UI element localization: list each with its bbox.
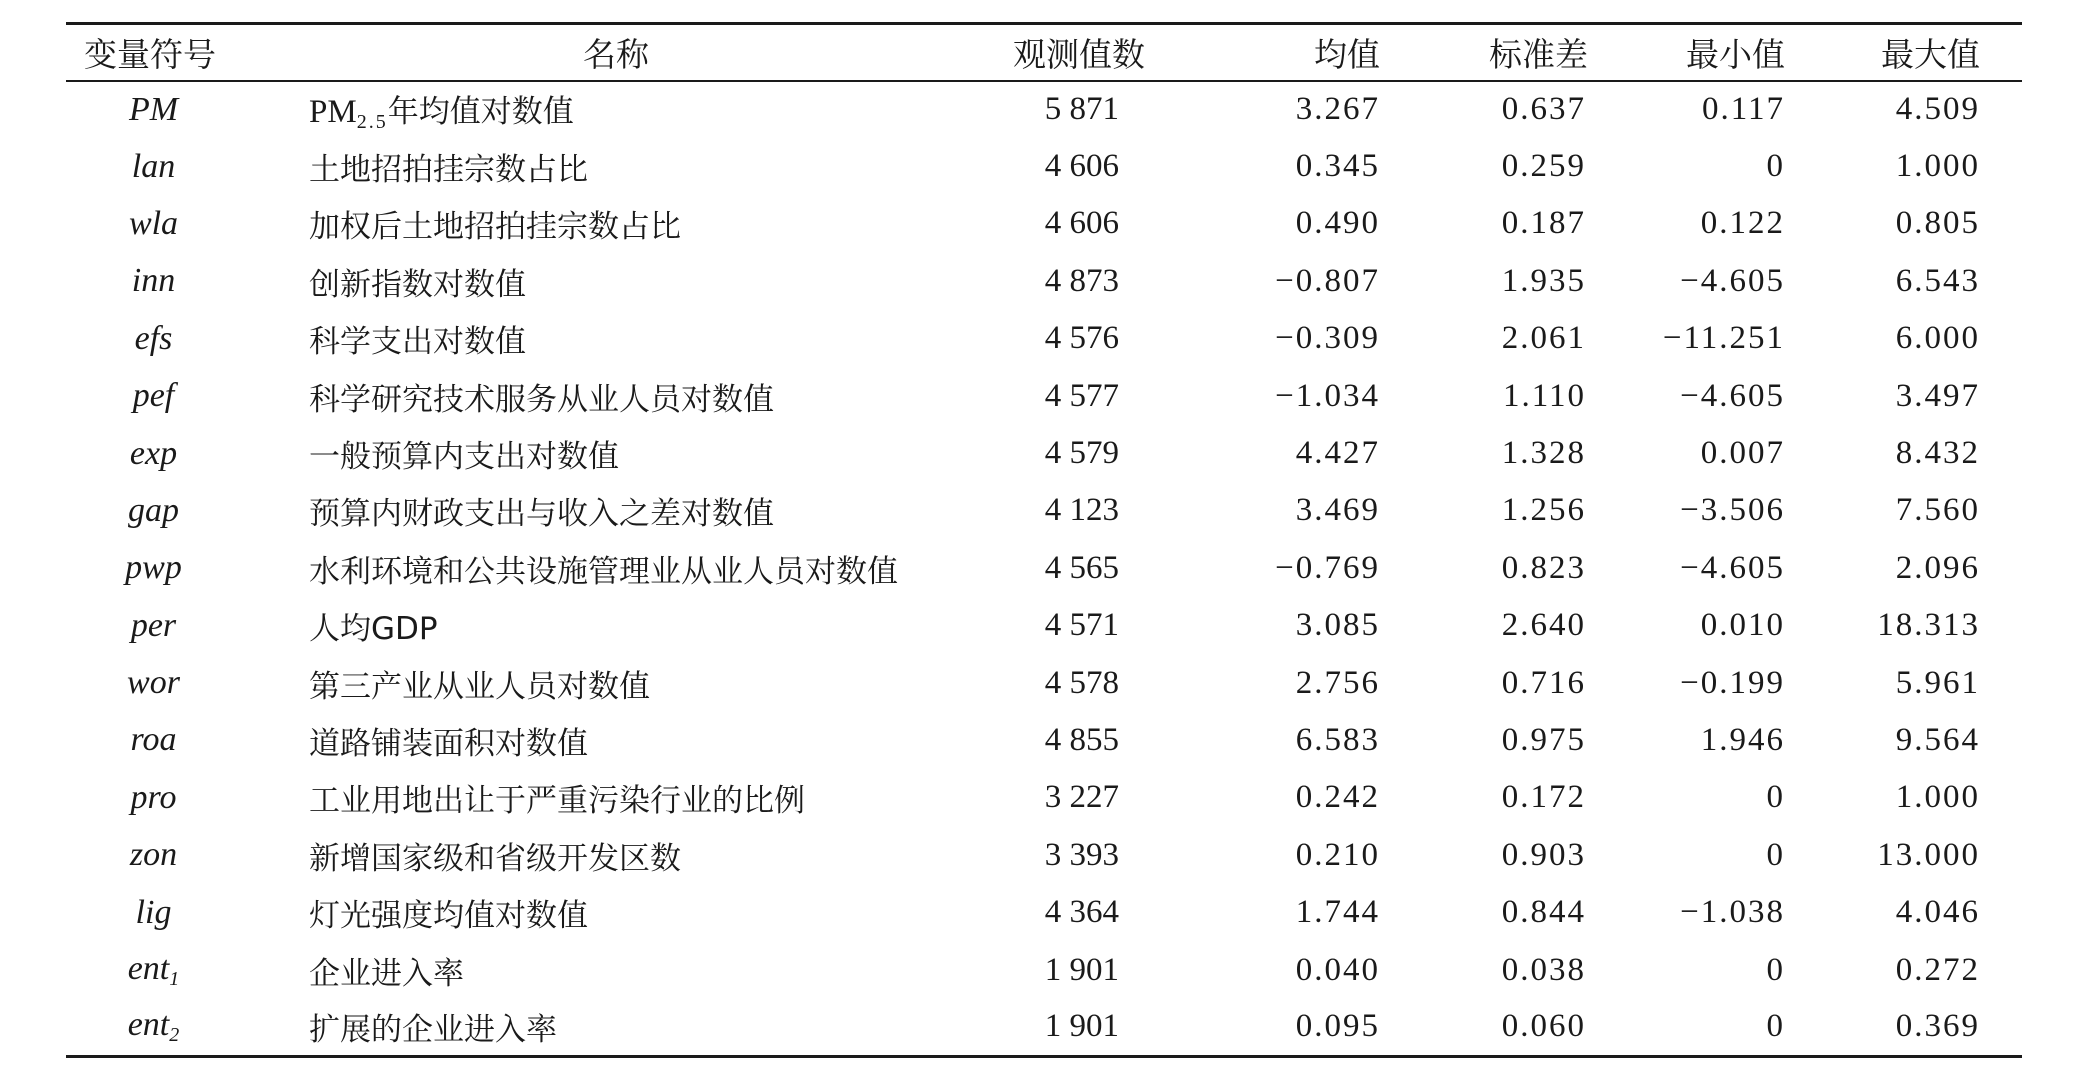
max-value: 9.564 — [1895, 721, 1980, 758]
variable-name — [241, 253, 991, 310]
variable-name-text: 新增国家级和省级开发区数 — [309, 840, 681, 877]
mean-value: 0.040 — [1295, 951, 1380, 988]
variable-name-text: 扩展的企业进入率 — [309, 1012, 557, 1049]
observation-count: 4 571 — [1044, 607, 1119, 644]
table-row — [66, 999, 2022, 1056]
mean-value: 0.242 — [1295, 779, 1380, 816]
variable-symbol-subscript: 2 — [169, 1024, 180, 1047]
max-value: 6.543 — [1895, 262, 1980, 299]
min-value: −4.605 — [1680, 549, 1785, 586]
table-row — [66, 482, 2022, 539]
min-value: −4.605 — [1680, 377, 1785, 414]
mean-value: 0.095 — [1203, 999, 1418, 1056]
variable-name — [241, 482, 991, 539]
observation-count: 1 901 — [991, 999, 1203, 1056]
observation-count: 4 123 — [1044, 492, 1119, 529]
observation-count: 1 901 — [1044, 951, 1119, 988]
variable-symbol — [66, 769, 241, 826]
statistics-table-container — [66, 22, 2022, 1058]
mean-value: 3.085 — [1295, 607, 1380, 644]
min-value: 0 — [1766, 779, 1785, 816]
variable-name — [241, 941, 991, 998]
variable-name — [241, 540, 991, 597]
table-row — [66, 195, 2022, 252]
variable-symbol-text: lan — [131, 147, 176, 185]
header-symbol: 变量符号 — [66, 24, 241, 81]
mean-value: 0.490 — [1295, 205, 1380, 242]
header-observations: 观测值数 — [991, 24, 1203, 81]
mean-value: 1.744 — [1295, 894, 1380, 931]
table-row — [66, 769, 2022, 826]
min-value: 0 — [1766, 836, 1785, 873]
variable-name — [241, 597, 991, 654]
max-value: 5.961 — [1895, 664, 1980, 701]
variable-symbol — [66, 138, 241, 195]
mean-value: 4.427 — [1295, 435, 1380, 472]
min-value: 0 — [1766, 951, 1785, 988]
variable-name — [241, 712, 991, 769]
variable-symbol — [66, 367, 241, 424]
max-value: 4.046 — [1895, 894, 1980, 931]
variable-name-text: 灯光强度均值对数值 — [309, 898, 588, 935]
variable-symbol-text: pwp — [125, 549, 182, 587]
variable-symbol-text: gap — [128, 491, 179, 529]
min-value: 0.117 — [1701, 91, 1785, 128]
max-value: 0.805 — [1895, 205, 1980, 242]
std-value: 0.172 — [1501, 779, 1586, 816]
std-value: 0.060 — [1418, 999, 1624, 1056]
variable-symbol-text: ent — [127, 1006, 170, 1044]
variable-name-text: 加权后土地招拍挂宗数占比 — [309, 209, 681, 246]
variable-name-text: 第三产业从业人员对数值 — [309, 668, 650, 705]
max-value: 0.272 — [1895, 951, 1980, 988]
descriptive-statistics-table — [66, 22, 2022, 1058]
table-row — [66, 712, 2022, 769]
observation-count: 4 565 — [1044, 549, 1119, 586]
std-value: 0.903 — [1501, 836, 1586, 873]
variable-symbol — [66, 482, 241, 539]
std-value: 0.975 — [1501, 721, 1586, 758]
mean-value: 0.345 — [1295, 148, 1380, 185]
variable-symbol-text: pro — [130, 778, 177, 816]
mean-value: −0.769 — [1275, 549, 1380, 586]
variable-name-text: 科学研究技术服务从业人员对数值 — [309, 381, 774, 418]
variable-name-text: 工业用地出让于严重污染行业的比例 — [309, 783, 805, 820]
max-value: 18.313 — [1877, 607, 1980, 644]
variable-symbol-subscript: 1 — [169, 967, 180, 990]
variable-name-subscript: 2.5 — [356, 110, 388, 133]
table-row — [66, 425, 2022, 482]
variable-name — [241, 310, 991, 367]
observation-count: 4 606 — [1044, 205, 1119, 242]
header-max: 最大值 — [1819, 24, 2022, 81]
std-value: 2.061 — [1501, 320, 1586, 357]
header-mean: 均值 — [1203, 24, 1418, 81]
header-std: 标准差 — [1418, 24, 1624, 81]
observation-count: 4 873 — [1044, 262, 1119, 299]
std-value: 2.640 — [1501, 607, 1586, 644]
table-row — [66, 253, 2022, 310]
min-value: −3.506 — [1680, 492, 1785, 529]
table-row — [66, 597, 2022, 654]
variable-name-text: 预算内财政支出与收入之差对数值 — [309, 496, 774, 533]
variable-symbol — [66, 827, 241, 884]
min-value: 0.122 — [1700, 205, 1785, 242]
max-value: 1.000 — [1895, 148, 1980, 185]
mean-value: 3.267 — [1295, 91, 1380, 128]
observation-count: 4 578 — [1044, 664, 1119, 701]
variable-symbol — [66, 310, 241, 367]
variable-symbol — [66, 712, 241, 769]
variable-name — [241, 195, 991, 252]
variable-symbol — [66, 425, 241, 482]
variable-symbol — [66, 253, 241, 310]
min-value: 0.007 — [1700, 435, 1785, 472]
variable-name-text: 道路铺装面积对数值 — [309, 725, 588, 762]
variable-symbol-text: inn — [131, 262, 176, 300]
max-value: 8.432 — [1895, 435, 1980, 472]
mean-value: 3.469 — [1295, 492, 1380, 529]
mean-value: 6.583 — [1295, 721, 1380, 758]
table-row — [66, 367, 2022, 424]
table-row — [66, 827, 2022, 884]
min-value: 0 — [1624, 999, 1819, 1056]
table-row — [66, 81, 2022, 138]
min-value: 0 — [1766, 148, 1785, 185]
variable-symbol-text: exp — [129, 434, 178, 472]
variable-symbol-text: per — [130, 606, 177, 644]
std-value: 0.844 — [1501, 894, 1586, 931]
observation-count: 4 576 — [1044, 320, 1119, 357]
observation-count: 3 227 — [1044, 779, 1119, 816]
table-body — [66, 81, 2022, 1057]
variable-symbol — [66, 540, 241, 597]
variable-symbol — [66, 195, 241, 252]
variable-name-text: 一般预算内支出对数值 — [309, 439, 619, 476]
max-value: 4.509 — [1895, 91, 1980, 128]
std-value: 1.256 — [1501, 492, 1586, 529]
variable-symbol-text: wor — [127, 664, 180, 702]
observation-count: 4 364 — [1044, 894, 1119, 931]
variable-name-text: PM — [309, 93, 357, 130]
variable-symbol — [66, 597, 241, 654]
std-value: 1.935 — [1501, 262, 1586, 299]
std-value: 0.187 — [1501, 205, 1586, 242]
variable-symbol — [66, 81, 241, 138]
max-value: 7.560 — [1895, 492, 1980, 529]
variable-symbol-text: PM — [128, 90, 179, 128]
max-value: 0.369 — [1819, 999, 2022, 1056]
variable-name-text: 土地招拍挂宗数占比 — [309, 152, 588, 189]
std-value: 0.823 — [1501, 549, 1586, 586]
max-value: 3.497 — [1895, 377, 1980, 414]
std-value: 0.716 — [1501, 664, 1586, 701]
std-value: 0.259 — [1501, 148, 1586, 185]
std-value: 1.110 — [1502, 377, 1586, 414]
table-header — [66, 24, 2022, 81]
variable-name-rest: 年均值对数值 — [387, 93, 574, 130]
table-row — [66, 884, 2022, 941]
max-value: 2.096 — [1895, 549, 1980, 586]
variable-symbol-text: wla — [128, 204, 179, 242]
header-name: 名称 — [241, 24, 991, 81]
observation-count: 4 579 — [1044, 435, 1119, 472]
variable-name-text: 创新指数对数值 — [309, 266, 526, 303]
variable-symbol-text: ent — [127, 949, 170, 987]
table-row — [66, 540, 2022, 597]
variable-name-text: 人均GDP — [309, 611, 438, 648]
min-value: −1.038 — [1680, 894, 1785, 931]
variable-symbol — [66, 884, 241, 941]
min-value: −11.251 — [1662, 320, 1785, 357]
variable-name — [241, 769, 991, 826]
std-value: 0.637 — [1501, 91, 1586, 128]
header-row — [66, 24, 2022, 81]
max-value: 6.000 — [1895, 320, 1980, 357]
observation-count: 4 855 — [1044, 721, 1119, 758]
variable-symbol-text: efs — [134, 319, 173, 357]
min-value: 1.946 — [1700, 721, 1785, 758]
mean-value: 0.210 — [1295, 836, 1380, 873]
variable-name — [241, 425, 991, 482]
variable-name — [241, 367, 991, 424]
mean-value: −0.807 — [1275, 262, 1380, 299]
max-value: 13.000 — [1877, 836, 1980, 873]
observation-count: 4 606 — [1044, 148, 1119, 185]
min-value: 0.010 — [1700, 607, 1785, 644]
table-row — [66, 654, 2022, 711]
mean-value: −1.034 — [1275, 377, 1380, 414]
variable-symbol-text: roa — [130, 721, 177, 759]
observation-count: 4 577 — [1044, 377, 1119, 414]
variable-symbol-text: pef — [132, 377, 175, 415]
variable-name-text: 科学支出对数值 — [309, 324, 526, 361]
variable-symbol — [66, 654, 241, 711]
table-row — [66, 138, 2022, 195]
std-value: 0.038 — [1501, 951, 1586, 988]
variable-symbol — [66, 999, 241, 1056]
variable-symbol-text: zon — [129, 836, 178, 874]
variable-name — [241, 81, 991, 138]
variable-name-text: 企业进入率 — [309, 955, 464, 992]
mean-value: −0.309 — [1275, 320, 1380, 357]
table-row — [66, 941, 2022, 998]
variable-name — [241, 654, 991, 711]
min-value: −0.199 — [1680, 664, 1785, 701]
variable-name-text: 水利环境和公共设施管理业从业人员对数值 — [309, 553, 898, 590]
variable-name — [241, 884, 991, 941]
variable-name — [241, 999, 991, 1056]
observation-count: 5 871 — [1044, 91, 1119, 128]
observation-count: 3 393 — [1044, 836, 1119, 873]
max-value: 1.000 — [1895, 779, 1980, 816]
min-value: −4.605 — [1680, 262, 1785, 299]
variable-name — [241, 827, 991, 884]
variable-symbol-text: lig — [135, 893, 172, 931]
variable-name — [241, 138, 991, 195]
variable-symbol — [66, 941, 241, 998]
header-min: 最小值 — [1624, 24, 1819, 81]
table-row — [66, 310, 2022, 367]
std-value: 1.328 — [1501, 435, 1586, 472]
mean-value: 2.756 — [1295, 664, 1380, 701]
